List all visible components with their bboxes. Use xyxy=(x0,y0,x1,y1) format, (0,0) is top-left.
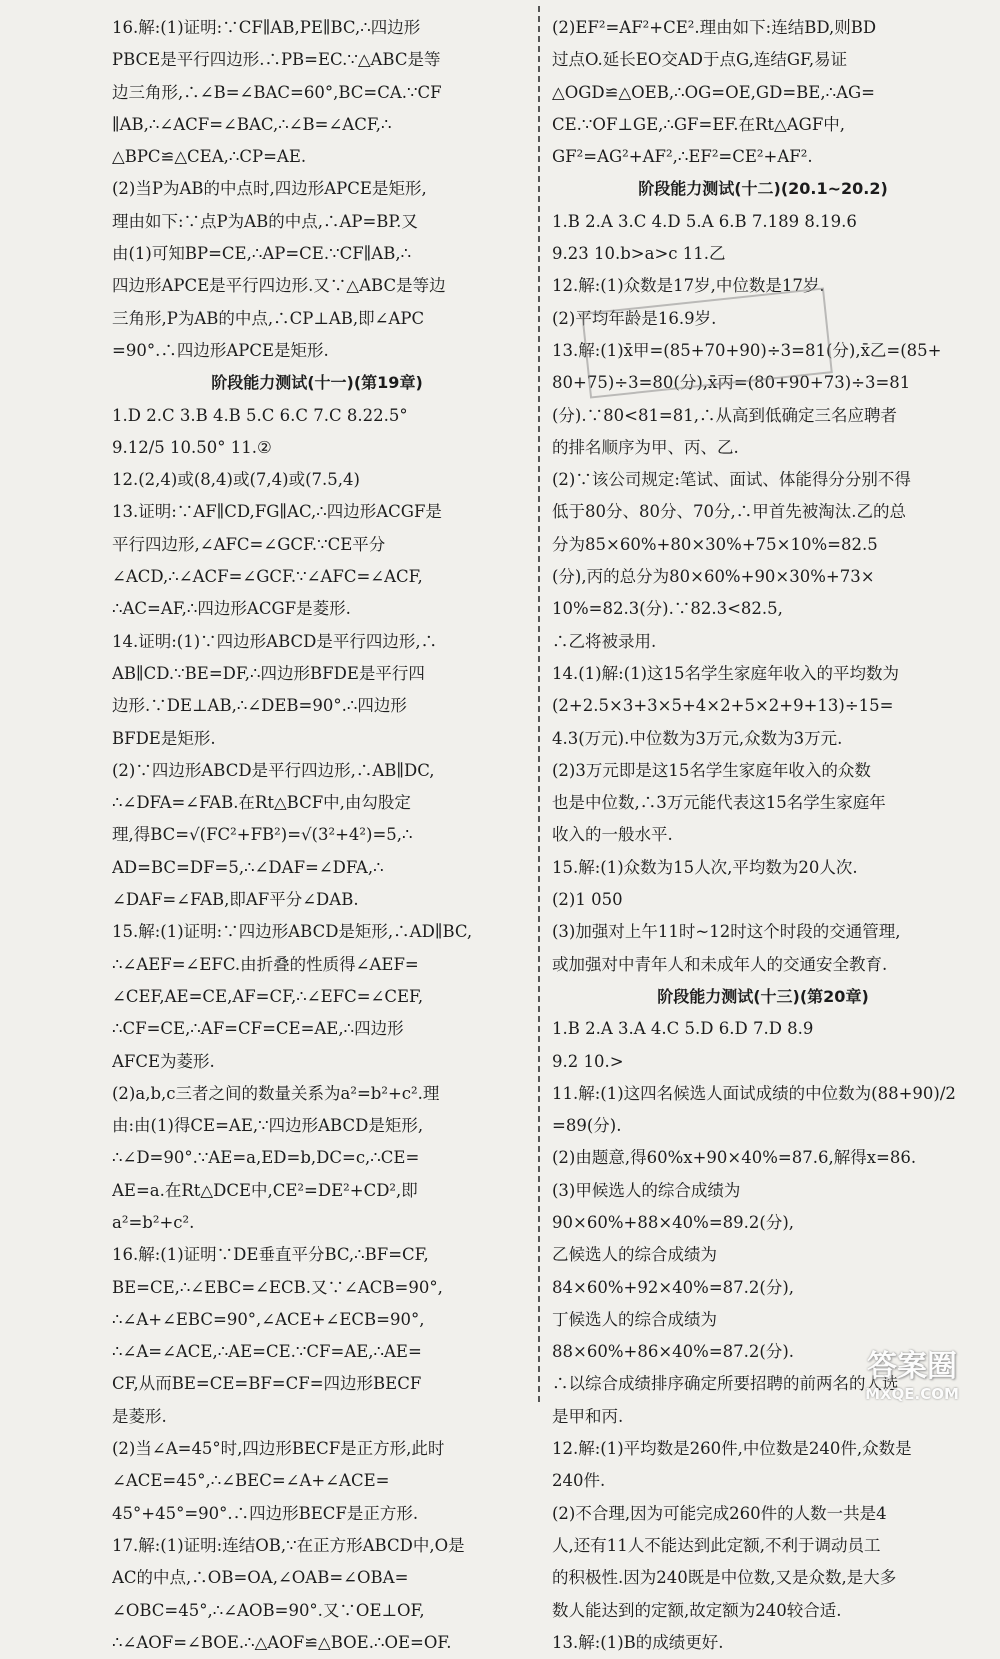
section-heading: 阶段能力测试(十一)(第19章) xyxy=(211,373,423,393)
answer-line: 9.12/5 10.50° 11.② xyxy=(112,437,272,457)
answer-line: 分为85×60%+80×30%+75×10%=82.5 xyxy=(552,534,878,554)
answer-line: 13.证明:∵AF∥CD,FG∥AC,∴四边形ACGF是 xyxy=(112,502,442,522)
answer-line: 12.解:(1)众数是17岁,中位数是17岁. xyxy=(552,276,825,296)
answer-line: ∴乙将被录用. xyxy=(552,631,657,651)
answer-line: ∴以综合成绩排序确定所要招聘的前两名的人选 xyxy=(552,1374,899,1394)
answer-line: ∥AB,∴∠ACF=∠BAC,∴∠B=∠ACF,∴ xyxy=(112,114,392,134)
answer-line: 45°+45°=90°.∴四边形BECF是正方形. xyxy=(112,1503,419,1523)
answer-line: AE=a.在Rt△DCE中,CE²=DE²+CD²,即 xyxy=(112,1180,418,1200)
answer-line: 240件. xyxy=(552,1471,606,1491)
answer-line: 由(1)可知BP=CE,∴AP=CE.∵CF∥AB,∴ xyxy=(112,244,412,264)
answer-line: ∠CEF,AE=CE,AF=CF,∴∠EFC=∠CEF, xyxy=(112,986,424,1006)
answer-line: 12.(2,4)或(8,4)或(7,4)或(7.5,4) xyxy=(112,470,360,490)
answer-line: 理,得BC=√(FC²+FB²)=√(3²+4²)=5,∴ xyxy=(112,825,413,845)
answer-line: (2)当P为AB的中点时,四边形APCE是矩形, xyxy=(112,179,427,199)
answer-line: ∠DAF=∠FAB,即AF平分∠DAB. xyxy=(112,890,359,910)
answer-line: 四边形APCE是平行四边形.又∵△ABC是等边 xyxy=(112,276,446,296)
answer-line: 丁候选人的综合成绩为 xyxy=(552,1309,717,1329)
answer-line: (2)∵该公司规定:笔试、面试、体能得分分别不得 xyxy=(552,470,911,490)
section-heading: 阶段能力测试(十二)(20.1~20.2) xyxy=(638,179,888,199)
answer-line: AC的中点,∴OB=OA,∠OAB=∠OBA= xyxy=(112,1568,409,1588)
watermark xyxy=(832,1339,992,1405)
answer-line: PBCE是平行四边形.∴PB=EC.∵△ABC是等 xyxy=(112,50,441,70)
answer-line: 是甲和丙. xyxy=(552,1406,624,1426)
answer-line: 收入的一般水平. xyxy=(552,825,673,845)
answer-line: 15.解:(1)众数为15人次,平均数为20人次. xyxy=(552,857,858,877)
answer-line: 90×60%+88×40%=89.2(分), xyxy=(552,1212,794,1232)
column-divider xyxy=(538,6,540,1402)
answer-line: 80+75)÷3=80(分),x̄丙=(80+90+73)÷3=81 xyxy=(552,373,911,393)
answer-line: 9.2 10.> xyxy=(552,1051,624,1071)
answer-line: 边形.∵DE⊥AB,∴∠DEB=90°.∴四边形 xyxy=(112,696,407,716)
answer-line: 4.3(万元).中位数为3万元,众数为3万元. xyxy=(552,728,843,748)
answer-line: ∴∠DFA=∠FAB.在Rt△BCF中,由勾股定 xyxy=(112,793,411,813)
answer-line: 88×60%+86×40%=87.2(分). xyxy=(552,1342,794,1362)
answer-line: BFDE是矩形. xyxy=(112,728,216,748)
answer-line: 的排名顺序为甲、丙、乙. xyxy=(552,437,739,457)
answer-line: ∠OBC=45°,∴∠AOB=90°.又∵OE⊥OF, xyxy=(112,1600,425,1620)
answer-line: AFCE为菱形. xyxy=(112,1051,215,1071)
answer-line: 边三角形,∴∠B=∠BAC=60°,BC=CA.∵CF xyxy=(112,82,442,102)
answer-line: ∴∠A+∠EBC=90°,∠ACE+∠ECB=90°, xyxy=(112,1309,425,1329)
answer-line: 也是中位数,∴3万元能代表这15名学生家庭年 xyxy=(552,793,886,813)
answer-line: (2)EF²=AF²+CE².理由如下:连结BD,则BD xyxy=(552,18,877,37)
answer-line: =89(分). xyxy=(552,1116,622,1136)
answer-line: =90°.∴四边形APCE是矩形. xyxy=(112,340,329,360)
answer-line: 84×60%+92×40%=87.2(分), xyxy=(552,1277,794,1297)
left-column xyxy=(112,12,522,1659)
answer-line: (3)加强对上午11时~12时这个时段的交通管理, xyxy=(552,922,901,942)
answer-line: 15.解:(1)证明:∵四边形ABCD是矩形,∴AD∥BC, xyxy=(112,922,473,942)
answer-line: △OGD≌△OEB,∴OG=OE,GD=BE,∴AG= xyxy=(552,82,875,102)
answer-line: (2)不合理,因为可能完成260件的人数一共是4 xyxy=(552,1503,887,1523)
answer-line: 理由如下:∵点P为AB的中点,∴AP=BP.又 xyxy=(112,211,418,231)
right-column xyxy=(552,12,974,1659)
answer-line: ∴∠D=90°.∵AE=a,ED=b,DC=c,∴CE= xyxy=(112,1148,420,1168)
answer-line: 三角形,P为AB的中点,∴CP⊥AB,即∠APC xyxy=(112,308,425,328)
answer-line: 1.B 2.A 3.A 4.C 5.D 6.D 7.D 8.9 xyxy=(552,1019,814,1039)
answer-line: 13.解:(1)x̄甲=(85+70+90)÷3=81(分),x̄乙=(85+ xyxy=(552,340,942,360)
answer-line: GF²=AG²+AF²,∴EF²=CE²+AF². xyxy=(552,147,813,167)
answer-line: 14.证明:(1)∵四边形ABCD是平行四边形,∴ xyxy=(112,631,438,651)
answer-line: (2)由题意,得60%x+90×40%=87.6,解得x=86. xyxy=(552,1148,917,1168)
answer-line: △BPC≌△CEA,∴CP=AE. xyxy=(112,147,307,167)
answer-line: (2)当∠A=45°时,四边形BECF是正方形,此时 xyxy=(112,1439,445,1459)
answer-line: AD=BC=DF=5,∴∠DAF=∠DFA,∴ xyxy=(112,857,384,877)
answer-line: 由:由(1)得CE=AE,∵四边形ABCD是矩形, xyxy=(112,1116,424,1136)
watermark-url: MXQE.COM xyxy=(865,1385,959,1403)
answer-line: ∴∠AEF=∠EFC.由折叠的性质得∠AEF= xyxy=(112,954,419,974)
answer-line: 16.解:(1)证明∵DE垂直平分BC,∴BF=CF, xyxy=(112,1245,429,1265)
answer-line: 低于80分、80分、70分,∴甲首先被淘汰.乙的总 xyxy=(552,502,906,522)
section-heading: 阶段能力测试(十三)(第20章) xyxy=(657,986,869,1006)
answer-line: ∴∠AOF=∠BOE.∴△AOF≌△BOE.∴OE=OF. xyxy=(112,1632,452,1652)
answer-line: 人,还有11人不能达到此定额,不利于调动员工 xyxy=(552,1535,881,1555)
answer-line: 的积极性.因为240既是中位数,又是众数,是大多 xyxy=(552,1568,897,1588)
answer-line: 1.D 2.C 3.B 4.B 5.C 6.C 7.C 8.22.5° xyxy=(112,405,408,425)
answer-line: (2)∵四边形ABCD是平行四边形,∴AB∥DC, xyxy=(112,760,435,780)
answer-line: 过点O.延长EO交AD于点G,连结GF,易证 xyxy=(552,50,848,70)
answer-line: ∴∠A=∠ACE,∴AE=CE.∵CF=AE,∴AE= xyxy=(112,1342,422,1362)
answer-line: ∠ACE=45°,∴∠BEC=∠A+∠ACE= xyxy=(112,1471,390,1491)
answer-line: 13.解:(1)B的成绩更好. xyxy=(552,1632,724,1652)
answer-line: 14.(1)解:(1)这15名学生家庭年收入的平均数为 xyxy=(552,663,900,683)
answer-line: 16.解:(1)证明:∵CF∥AB,PE∥BC,∴四边形 xyxy=(112,18,421,37)
answer-line: (2)1 050 xyxy=(552,890,623,910)
answer-line: 11.解:(1)这四名候选人面试成绩的中位数为(88+90)/2 xyxy=(552,1083,956,1103)
answer-line: (2)3万元即是这15名学生家庭年收入的众数 xyxy=(552,760,871,780)
answer-line: 1.B 2.A 3.C 4.D 5.A 6.B 7.189 8.19.6 xyxy=(552,211,857,231)
answer-line: 乙候选人的综合成绩为 xyxy=(552,1245,717,1265)
answer-line: 10%=82.3(分).∵82.3<82.5, xyxy=(552,599,783,619)
answer-line: 9.23 10.b>a>c 11.乙 xyxy=(552,244,726,264)
answer-line: 12.解:(1)平均数是260件,中位数是240件,众数是 xyxy=(552,1439,912,1459)
answer-line: CF,从而BE=CE=BF=CF=四边形BECF xyxy=(112,1374,422,1394)
answer-line: 数人能达到的定额,故定额为240较合适. xyxy=(552,1600,842,1620)
answer-line: (分).∵80<81=81,∴从高到低确定三名应聘者 xyxy=(552,405,898,425)
answer-line: (2)a,b,c三者之间的数量关系为a²=b²+c².理 xyxy=(112,1083,440,1103)
answer-line: AB∥CD.∵BE=DF,∴四边形BFDE是平行四 xyxy=(112,663,425,683)
answer-line: (2)平均年龄是16.9岁. xyxy=(552,308,717,328)
answer-line: a²=b²+c². xyxy=(112,1212,195,1232)
answer-line: ∠ACD,∴∠ACF=∠GCF.∵∠AFC=∠ACF, xyxy=(112,567,423,587)
answer-line: CE.∵OF⊥GE,∴GF=EF.在Rt△AGF中, xyxy=(552,114,846,134)
answer-line: 17.解:(1)证明:连结OB,∵在正方形ABCD中,O是 xyxy=(112,1535,465,1555)
watermark-logo: 答案圈 xyxy=(867,1349,957,1384)
answer-line: (3)甲候选人的综合成绩为 xyxy=(552,1180,741,1200)
answer-line: (2+2.5×3+3×5+4×2+5×2+9+13)÷15= xyxy=(552,696,894,716)
answer-line: (分),丙的总分为80×60%+90×30%+73× xyxy=(552,567,875,587)
answer-line: BE=CE,∴∠EBC=∠ECB.又∵∠ACB=90°, xyxy=(112,1277,443,1297)
answer-line: 平行四边形,∠AFC=∠GCF.∵CE平分 xyxy=(112,534,386,554)
answer-line: 或加强对中青年人和未成年人的交通安全教育. xyxy=(552,954,888,974)
answer-line: ∴CF=CE,∴AF=CF=CE=AE,∴四边形 xyxy=(112,1019,404,1039)
answer-line: 是菱形. xyxy=(112,1406,167,1426)
answer-line: ∴AC=AF,∴四边形ACGF是菱形. xyxy=(112,599,351,619)
